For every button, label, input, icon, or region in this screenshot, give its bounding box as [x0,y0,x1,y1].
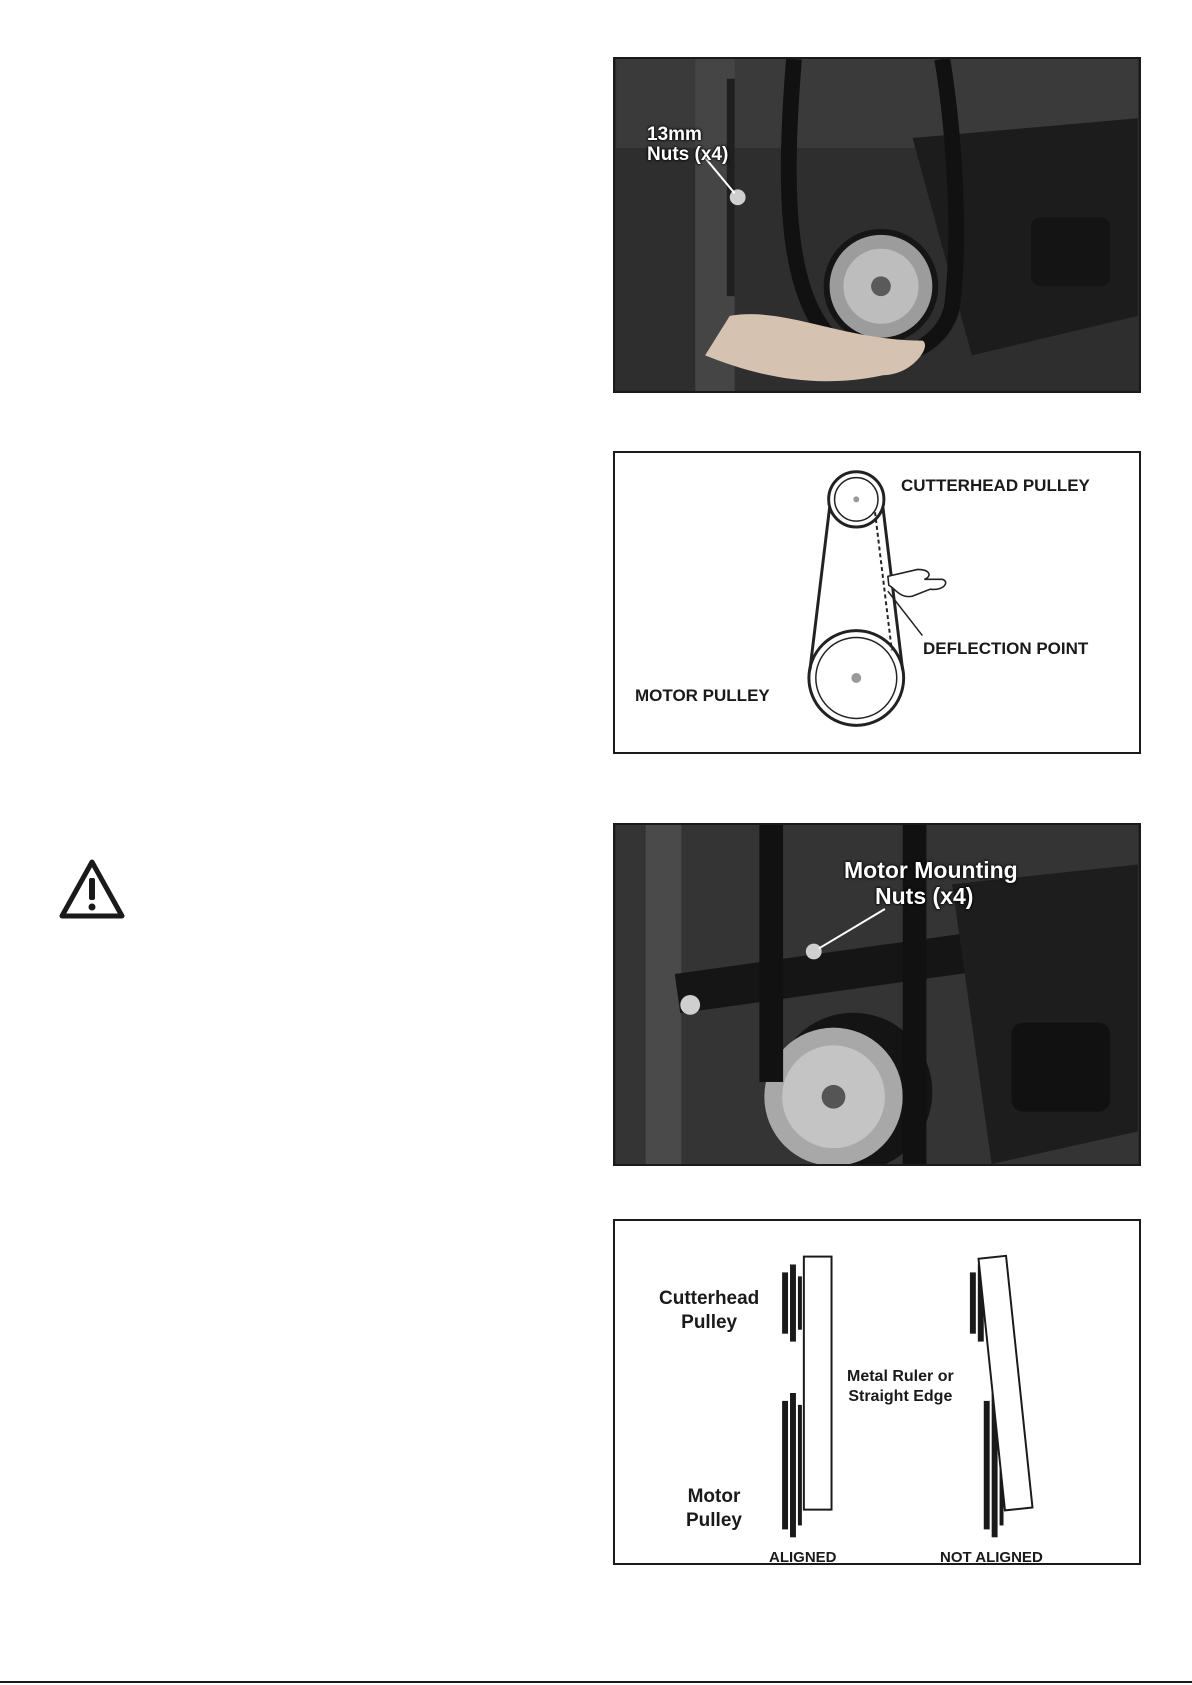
figure-motor-mounting-nuts-photo [613,823,1141,1166]
pulley-nuts-illustration [615,59,1139,391]
cutterhead-pulley-label: CUTTERHEAD PULLEY [901,476,1090,495]
not-aligned-caption: NOT ALIGNED [940,1549,1043,1565]
figure-belt-deflection-diagram [613,451,1141,754]
nuts-13mm-label: 13mm Nuts (x4) [647,124,729,165]
figure-pulley-nuts-photo [613,57,1141,393]
metal-ruler-label: Metal Ruler or Straight Edge [847,1368,954,1405]
motor-mounting-nuts-label-line2: Nuts (x4) [875,883,974,909]
aligned-pulleys [782,1257,831,1538]
figure-pulley-alignment-diagram [613,1219,1141,1565]
motor-mounting-nuts-label-line1: Motor Mounting [844,857,1018,883]
deflection-point-label: DEFLECTION POINT [923,639,1089,658]
warning-triangle-icon [58,858,126,920]
motor-pulley-label: Motor Pulley [686,1486,742,1531]
motor-pulley-label: MOTOR PULLEY [635,686,770,705]
not-aligned-pulleys [970,1256,1033,1537]
page-footer-rule [0,1681,1192,1683]
belt-deflection-illustration [615,453,1139,752]
aligned-caption: ALIGNED [769,1549,837,1565]
cutterhead-pulley-label: Cutterhead Pulley [659,1288,760,1333]
